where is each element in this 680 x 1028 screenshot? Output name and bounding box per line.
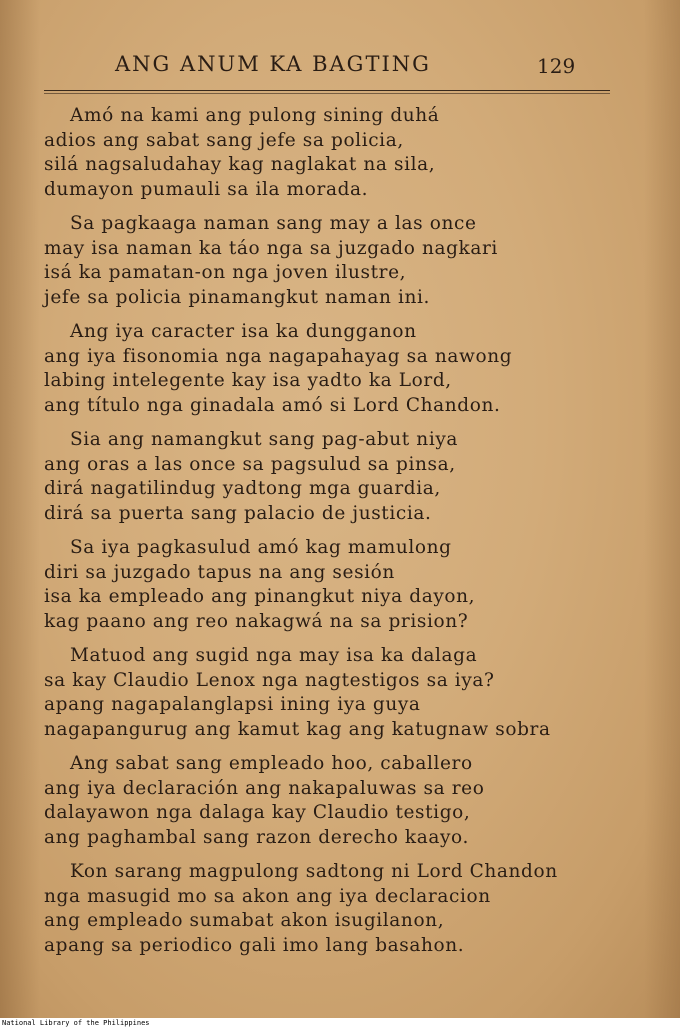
- poem-line: apang sa periodico gali imo lang basahon.: [44, 934, 465, 956]
- scan-credit: National Library of the Philippines: [2, 1019, 150, 1027]
- poem-line: ang título nga ginadala amó si Lord Chandon.: [44, 394, 501, 416]
- poem-line: ang iya fisonomia nga nagapahayag sa nawong: [44, 345, 513, 367]
- poem-line: apang nagapalanglapsi ining iya guya: [44, 694, 421, 715]
- poem-line: nga masugid mo sa akon ang iya declaracion: [44, 885, 491, 907]
- poem-line: jefe sa policia pinamangkut naman ini.: [44, 286, 430, 308]
- poem-line: sa kay Claudio Lenox nga nagtestigos sa iya?: [44, 669, 495, 691]
- header-rule: [44, 90, 610, 91]
- stanza: [44, 860, 644, 958]
- poem-line: adios ang sabat sang jefe sa policia,: [44, 129, 404, 151]
- stanza: [44, 428, 644, 526]
- header-rule-secondary: [44, 93, 610, 94]
- poem-line: dirá sa puerta sang palacio de justicia.: [44, 502, 432, 524]
- poem-line: ang paghambal sang razon derecho kaayo.: [44, 826, 469, 848]
- poem-line: isá ka pamatan-on nga joven ilustre,: [44, 262, 407, 283]
- poem-line: kag paano ang reo nakagwá na sa prision?: [44, 610, 469, 632]
- poem-line: Ang iya caracter isa ka dungganon: [70, 321, 417, 342]
- stanza: [44, 536, 644, 634]
- poem-line: nagapangurug ang kamut kag ang katugnaw sobra: [44, 718, 551, 740]
- poem-line: dalayawon nga dalaga kay Claudio testigo,: [44, 802, 471, 823]
- page-number: 129: [537, 54, 576, 78]
- stanza: [44, 320, 644, 418]
- stanza: [44, 212, 644, 310]
- stanza: [44, 644, 644, 742]
- stanza: [44, 752, 644, 850]
- poem-line: silá nagsaludahay kag naglakat na sila,: [44, 154, 436, 175]
- page-header: [0, 52, 680, 86]
- poem-line: Matuod ang sugid nga may isa ka dalaga: [70, 645, 478, 666]
- poem-line: dumayon pumauli sa ila morada.: [44, 178, 369, 200]
- poem-line: Sa iya pagkasulud amó kag mamulong: [70, 537, 452, 558]
- poem-line: Ang sabat sang empleado hoo, caballero: [70, 753, 473, 774]
- poem-line: Sia ang namangkut sang pag-abut niya: [70, 429, 459, 450]
- poem-line: ang empleado sumabat akon isugilanon,: [44, 910, 445, 931]
- poem-line: labing intelegente kay isa yadto ka Lord,: [44, 370, 452, 391]
- poem-line: ang oras a las once sa pagsulud sa pinsa,: [44, 453, 456, 475]
- poem-line: isa ka empleado ang pinangkut niya dayon,: [44, 586, 476, 607]
- poem-line: Amó na kami ang pulong sining duhá: [70, 105, 440, 126]
- poem-line: Sa pagkaaga naman sang may a las once: [70, 213, 477, 234]
- poem-body: [44, 104, 644, 968]
- poem-line: may isa naman ka táo nga sa juzgado nagkari: [44, 237, 498, 259]
- poem-line: dirá nagatilindug yadtong mga guardia,: [44, 478, 441, 499]
- poem-line: Kon sarang magpulong sadtong ni Lord Chandon: [70, 861, 558, 882]
- running-title: ANG ANUM KA BAGTING: [115, 52, 431, 76]
- poem-line: ang iya declaración ang nakapaluwas sa reo: [44, 777, 485, 799]
- poem-line: diri sa juzgado tapus na ang sesión: [44, 561, 395, 583]
- stanza: [44, 104, 644, 202]
